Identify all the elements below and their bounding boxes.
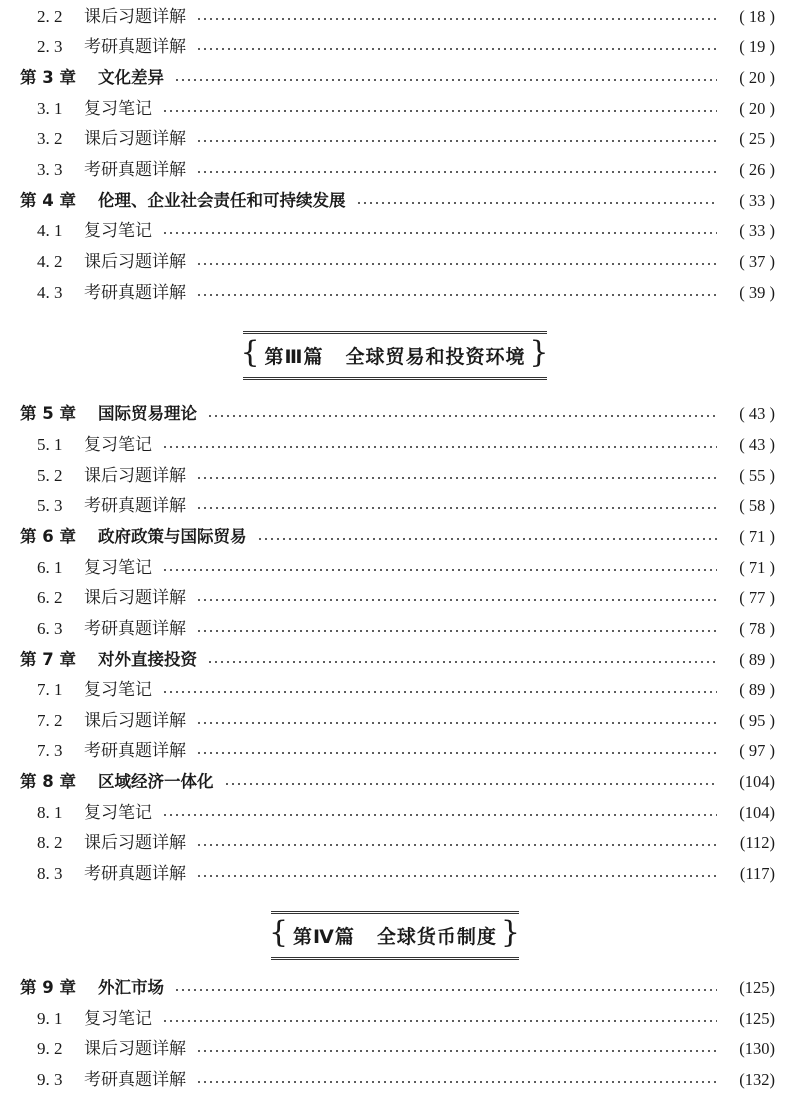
chapter-title: 对外直接投资 — [98, 650, 197, 669]
toc-section-entry[interactable] — [20, 799, 775, 827]
page-number: ( 77 ) — [739, 588, 775, 607]
dot-leader — [196, 294, 717, 296]
section-number: 7. 2 — [37, 711, 63, 730]
toc-section-entry[interactable] — [20, 554, 775, 582]
page-number: ( 71 ) — [739, 558, 775, 577]
page-number: (117) — [739, 864, 775, 883]
page-number: ( 43 ) — [739, 435, 775, 454]
section-number: 3. 1 — [37, 99, 63, 118]
page-number: ( 58 ) — [739, 496, 775, 515]
section-title: 课后习题详解 — [84, 7, 186, 27]
section-title: 复习笔记 — [84, 680, 152, 700]
section-title: 复习笔记 — [84, 221, 152, 241]
dot-leader — [196, 630, 717, 632]
page-number: ( 37 ) — [739, 252, 775, 271]
section-number: 6. 1 — [37, 558, 63, 577]
part-title: 全球货币制度 — [376, 925, 497, 948]
toc-section-entry[interactable] — [20, 1066, 775, 1094]
chapter-title: 文化差异 — [98, 68, 164, 87]
toc-section-entry[interactable] — [20, 156, 775, 184]
dot-leader — [224, 783, 718, 785]
page-number: (112) — [739, 833, 775, 852]
page-number: (130) — [739, 1039, 775, 1058]
page-number: ( 20 ) — [739, 99, 775, 118]
section-number: 4. 2 — [37, 252, 63, 271]
chapter-number: 第 5 章 — [20, 404, 76, 423]
toc-section-entry[interactable] — [20, 1005, 775, 1033]
dot-leader — [196, 875, 717, 877]
section-title: 考研真题详解 — [84, 1070, 186, 1090]
section-title: 课后习题详解 — [84, 833, 186, 853]
page-number: (104) — [739, 803, 775, 822]
part-label: 第Ⅲ篇 — [264, 345, 324, 368]
section-number: 3. 3 — [37, 160, 63, 179]
section-number: 5. 2 — [37, 466, 63, 485]
dot-leader — [196, 18, 717, 20]
dot-leader — [196, 844, 717, 846]
page-number: (104) — [739, 772, 775, 791]
toc-chapter-entry[interactable] — [20, 974, 775, 1002]
dot-leader — [196, 477, 717, 479]
page-number: ( 55 ) — [739, 466, 775, 485]
dot-leader — [162, 569, 717, 571]
page-number: ( 39 ) — [739, 283, 775, 302]
toc-chapter-entry[interactable] — [20, 768, 775, 796]
page-number: ( 89 ) — [739, 650, 775, 669]
dot-leader — [196, 1050, 717, 1052]
page-number: ( 43 ) — [739, 404, 775, 423]
dot-leader — [196, 1081, 717, 1083]
toc-chapter-entry[interactable] — [20, 64, 775, 92]
section-number: 7. 1 — [37, 680, 63, 699]
section-number: 2. 3 — [37, 37, 63, 56]
section-title: 复习笔记 — [84, 558, 152, 578]
toc-section-entry[interactable] — [20, 431, 775, 459]
chapter-title: 政府政策与国际贸易 — [98, 527, 247, 546]
part-heading — [0, 330, 790, 380]
toc-section-entry[interactable] — [20, 860, 775, 888]
chapter-number: 第 4 章 — [20, 191, 76, 210]
toc-section-entry[interactable] — [20, 737, 775, 765]
toc-section-entry[interactable] — [20, 248, 775, 276]
section-title: 课后习题详解 — [84, 129, 186, 149]
dot-leader — [196, 722, 717, 724]
section-title: 复习笔记 — [84, 435, 152, 455]
page-number: (125) — [739, 1009, 775, 1028]
dot-leader — [162, 110, 717, 112]
part-heading — [0, 910, 790, 960]
section-number: 9. 1 — [37, 1009, 63, 1028]
dot-leader — [196, 263, 717, 265]
section-title: 复习笔记 — [84, 803, 152, 823]
section-title: 课后习题详解 — [84, 588, 186, 608]
section-title: 考研真题详解 — [84, 619, 186, 639]
section-title: 复习笔记 — [84, 1009, 152, 1029]
section-number: 7. 3 — [37, 741, 63, 760]
chapter-number: 第 8 章 — [20, 772, 76, 791]
chapter-title: 国际贸易理论 — [98, 404, 197, 423]
dot-leader — [162, 691, 717, 693]
toc-section-entry[interactable] — [20, 584, 775, 612]
section-number: 4. 1 — [37, 221, 63, 240]
part-heading-frame — [271, 911, 519, 960]
section-title: 考研真题详解 — [84, 741, 186, 761]
section-title: 考研真题详解 — [84, 283, 186, 303]
dot-leader — [162, 232, 717, 234]
toc-section-entry[interactable] — [20, 462, 775, 490]
dot-leader — [356, 202, 718, 204]
page-number: ( 89 ) — [739, 680, 775, 699]
chapter-number: 第 3 章 — [20, 68, 76, 87]
toc-section-entry[interactable] — [20, 615, 775, 643]
part-label: 第Ⅳ篇 — [293, 925, 355, 948]
section-number: 3. 2 — [37, 129, 63, 148]
part-title: 全球贸易和投资环境 — [345, 345, 526, 368]
toc-chapter-entry[interactable] — [20, 646, 775, 674]
section-number: 8. 3 — [37, 864, 63, 883]
dot-leader — [174, 79, 717, 81]
dot-leader — [174, 989, 717, 991]
dot-leader — [196, 140, 717, 142]
section-number: 5. 1 — [37, 435, 63, 454]
toc-chapter-entry[interactable] — [20, 400, 775, 428]
toc-chapter-entry[interactable] — [20, 187, 775, 215]
toc-section-entry[interactable] — [20, 492, 775, 520]
page-number: ( 95 ) — [739, 711, 775, 730]
section-title: 考研真题详解 — [84, 496, 186, 516]
dot-leader — [196, 507, 717, 509]
ornament-brace-left-icon: { — [240, 334, 261, 370]
dot-leader — [162, 1020, 717, 1022]
dot-leader — [196, 48, 717, 50]
page-number: ( 26 ) — [739, 160, 775, 179]
dot-leader — [207, 415, 717, 417]
section-title: 课后习题详解 — [84, 252, 186, 272]
toc-section-entry[interactable] — [20, 676, 775, 704]
page-number: ( 71 ) — [739, 527, 775, 546]
chapter-title: 伦理、企业社会责任和可持续发展 — [98, 191, 346, 210]
part-heading-frame — [240, 331, 550, 380]
toc-chapter-entry[interactable] — [20, 523, 775, 551]
toc-section-entry[interactable] — [20, 829, 775, 857]
section-number: 6. 3 — [37, 619, 63, 638]
section-number: 8. 1 — [37, 803, 63, 822]
toc-section-entry[interactable] — [20, 95, 775, 123]
section-title: 考研真题详解 — [84, 864, 186, 884]
ornament-brace-right-icon: } — [500, 914, 521, 950]
section-number: 6. 2 — [37, 588, 63, 607]
page-number: ( 97 ) — [739, 741, 775, 760]
chapter-number: 第 9 章 — [20, 978, 76, 997]
toc-section-entry[interactable] — [20, 279, 775, 307]
section-number: 2. 2 — [37, 7, 63, 26]
section-number: 9. 2 — [37, 1039, 63, 1058]
toc-section-entry[interactable] — [20, 33, 775, 61]
chapter-number: 第 7 章 — [20, 650, 76, 669]
section-title: 考研真题详解 — [84, 160, 186, 180]
ornament-brace-left-icon: { — [269, 914, 290, 950]
dot-leader — [257, 538, 718, 540]
section-number: 9. 3 — [37, 1070, 63, 1089]
page-number: (132) — [739, 1070, 775, 1089]
toc-section-entry[interactable] — [20, 3, 775, 31]
page-number: ( 25 ) — [739, 129, 775, 148]
chapter-title: 区域经济一体化 — [98, 772, 214, 791]
page-number: ( 19 ) — [739, 37, 775, 56]
page-number: ( 20 ) — [739, 68, 775, 87]
chapter-title: 外汇市场 — [98, 978, 164, 997]
dot-leader — [207, 661, 717, 663]
ornament-brace-right-icon: } — [529, 334, 550, 370]
page-number: ( 18 ) — [739, 7, 775, 26]
section-number: 8. 2 — [37, 833, 63, 852]
dot-leader — [196, 752, 717, 754]
toc-section-entry[interactable] — [20, 125, 775, 153]
page-number: ( 33 ) — [739, 221, 775, 240]
section-number: 4. 3 — [37, 283, 63, 302]
section-title: 复习笔记 — [84, 99, 152, 119]
page-number: ( 33 ) — [739, 191, 775, 210]
dot-leader — [162, 814, 717, 816]
toc-section-entry[interactable] — [20, 1035, 775, 1063]
section-title: 考研真题详解 — [84, 37, 186, 57]
page-number: (125) — [739, 978, 775, 997]
toc-section-entry[interactable] — [20, 217, 775, 245]
chapter-number: 第 6 章 — [20, 527, 76, 546]
section-title: 课后习题详解 — [84, 1039, 186, 1059]
toc-section-entry[interactable] — [20, 707, 775, 735]
dot-leader — [196, 599, 717, 601]
dot-leader — [162, 446, 717, 448]
section-title: 课后习题详解 — [84, 711, 186, 731]
page-number: ( 78 ) — [739, 619, 775, 638]
section-number: 5. 3 — [37, 496, 63, 515]
dot-leader — [196, 171, 717, 173]
section-title: 课后习题详解 — [84, 466, 186, 486]
